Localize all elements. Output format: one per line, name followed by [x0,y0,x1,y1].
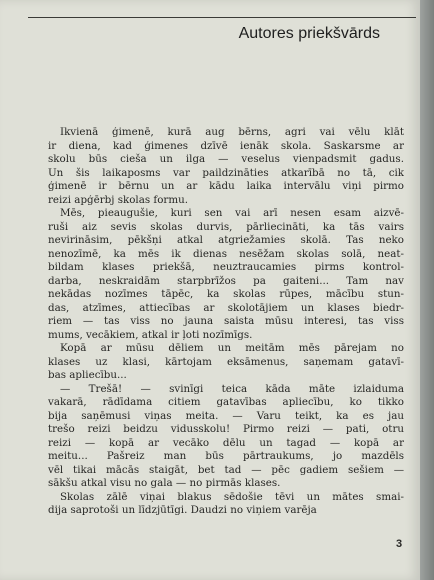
text-line: Mēs, pieaugušie, kuri sen vai arī nesen esam aizvē- [60,207,404,219]
text-line: mums, vecākiem, atkal ir ļoti nozīmīgs. [48,328,253,341]
header-rule [28,17,416,18]
text-line: bija saņēmusi viņas meita. — Varu teikt, ka es jau [48,409,404,422]
text-line: ruši aiz sevis skolas durvis, pārliecināti, ka tās vairs [48,220,404,233]
text-line: sākšu atkal visu no gala — no pirmās klases. [48,477,281,489]
paragraph [48,207,404,342]
text-line: meitu... Pašreiz man būs pārtraukums, jo mazdēls [48,450,404,462]
text-line: trešo reizi beidzu vidusskolu! Pirmo reizi — pati, otru [48,423,404,435]
text-line: klases uz klasi, kārtojam eksāmenus, saņemam gatavī- [48,355,404,368]
text-line: ģimenē ir bērnu un ar kādu laika intervālu viņi pirmo [48,180,404,192]
text-line: vēl tikai mācās staigāt, bet tad — pēc gadiem sešiem — [48,463,404,476]
text-line: reizi apģērbj skolas formu. [48,193,189,206]
text-line: dija saprotoši un līdzjūtīgi. Daudzi no viņiem varēja [48,504,317,516]
paragraph [48,383,404,491]
text-line: reizi — kopā ar vecāko dēlu un tagad — kopā ar [48,436,404,449]
text-line: Kopā ar mūsu dēliem un meitām mēs pārejam no [60,342,404,354]
paragraph [48,491,404,518]
page-number: 3 [396,538,403,550]
text-line: nekādas nozīmes tāpēc, ka skolas rūpes, mācību stun- [48,288,404,300]
text-line: — Trešā! — svinīgi teica kāda māte izlaiduma [60,382,404,395]
text-line: darba, neskraidām starpbrīžos pa gaiteni... Tam nav [48,274,404,287]
page-edge-shadow [420,0,434,580]
paragraph [48,126,404,207]
text-line: nevirināsim, pēkšņi atkal atgriežamies skolā. Tas neko [48,234,404,246]
text-line: nenozīmē, ka mēs ik dienas nesēžam skolas solā, neat- [48,247,404,260]
text-line: bas apliecību... [48,369,127,381]
paragraph [48,342,404,383]
text-line: bildam klases priekšā, neuztraucamies pirms kontrol- [48,261,404,273]
text-line: vakarā, rādīdama citiem gatavības apliecību, ko tikko [48,396,404,408]
text-line: Un šis laikaposms var paildzināties atkarībā no tā, cik [48,166,404,179]
text-line: riem — tas viss no jauna saista mūsu interesi, tas viss [48,315,404,327]
text-line: skolu būs cieša un ilga — veselus vienpadsmit gadus. [48,153,404,165]
text-line: das, atzīmes, attiecības ar skolotājiem un klases biedr- [48,301,404,314]
text-line: Ikvienā ģimenē, kurā aug bērns, agri vai vēlu klāt [60,126,404,138]
text-line: ir diena, kad ģimenes dzīvē ienāk skola. Saskarsme ar [48,139,404,152]
body-text [48,126,404,518]
chapter-title: Autores priekšvārds [238,25,380,42]
text-line: Skolas zālē viņai blakus sēdošie tēvi un mātes smai- [60,490,404,503]
